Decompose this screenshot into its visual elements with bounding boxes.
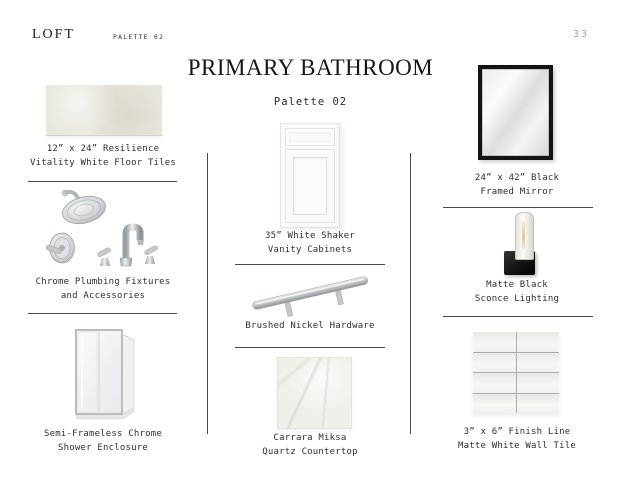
wall-tile-cell bbox=[473, 373, 516, 393]
cabinet-door-panel bbox=[293, 157, 327, 215]
wall-tile-cell bbox=[473, 353, 516, 373]
caption-line: Quartz Countertop bbox=[262, 446, 358, 457]
caption-line: 24” x 42” Black bbox=[474, 173, 560, 183]
countertop-caption bbox=[225, 432, 395, 459]
page-title: PRIMARY BATHROOM bbox=[187, 55, 434, 80]
plumbing-fixtures-image bbox=[45, 188, 165, 268]
caption-line: Sconce Lighting bbox=[474, 293, 560, 304]
cabinet-drawer-front bbox=[285, 128, 335, 146]
caption-line: Shower Enclosure bbox=[58, 442, 148, 453]
framed-mirror-image bbox=[478, 65, 553, 160]
caption-line: 35” White Shaker bbox=[265, 231, 355, 241]
page-number: 33 bbox=[573, 29, 590, 40]
mirror-bevel bbox=[482, 69, 549, 156]
caption-line: Carrara Miksa bbox=[273, 433, 347, 443]
divider-vertical-left bbox=[207, 153, 208, 434]
caption-line: Matte White Wall Tile bbox=[458, 440, 576, 451]
shower-enclosure-image bbox=[70, 328, 140, 423]
wall-tile-cell bbox=[473, 332, 516, 352]
wall-tile-caption bbox=[432, 426, 602, 453]
wall-tile-cell bbox=[473, 394, 516, 414]
divider-horizontal bbox=[28, 313, 177, 314]
caption-line: and Accessories bbox=[60, 290, 146, 301]
caption-line: Chrome Plumbing Fixtures bbox=[35, 277, 171, 287]
sconce-glass-tube bbox=[515, 212, 534, 260]
floor-tile-caption bbox=[20, 143, 186, 170]
caption-line: Matte Black bbox=[486, 280, 548, 290]
brand-logo: LOFT bbox=[32, 27, 75, 42]
sconce-filament bbox=[522, 221, 525, 249]
plumbing-caption bbox=[20, 276, 186, 303]
caption-line: Semi-Frameless Chrome bbox=[44, 429, 162, 439]
hardware-caption bbox=[225, 320, 395, 334]
vanity-caption bbox=[225, 230, 395, 257]
caption-line: 12” x 24” Resilience bbox=[46, 144, 160, 154]
sconce-caption bbox=[432, 279, 602, 306]
cabinet-pull-image bbox=[243, 266, 377, 324]
divider-vertical-right bbox=[410, 153, 411, 434]
caption-line: Vitality White Floor Tiles bbox=[29, 157, 177, 168]
caption-line: 3” x 6” Finish Line bbox=[463, 427, 571, 437]
mirror-caption bbox=[432, 172, 602, 199]
caption-line: Brushed Nickel Hardware bbox=[245, 321, 375, 331]
countertop-swatch bbox=[277, 357, 352, 429]
wall-tile-cell bbox=[517, 332, 560, 352]
page-subtitle: Palette 02 bbox=[273, 96, 348, 108]
divider-horizontal bbox=[443, 316, 593, 317]
floor-tile-image bbox=[46, 85, 162, 136]
shower-caption bbox=[20, 428, 186, 455]
wall-tile-swatch bbox=[473, 332, 559, 413]
vanity-cabinet-image bbox=[280, 123, 340, 228]
wall-tile-cell bbox=[517, 373, 560, 393]
caption-line: Framed Mirror bbox=[480, 186, 554, 197]
wall-tile-cell bbox=[517, 353, 560, 373]
divider-horizontal bbox=[235, 347, 385, 348]
palette-header-label: PALETTE 02 bbox=[113, 33, 165, 41]
caption-line: Vanity Cabinets bbox=[267, 244, 353, 255]
divider-horizontal bbox=[443, 207, 593, 208]
cabinet-door bbox=[285, 149, 335, 223]
divider-horizontal bbox=[28, 181, 177, 182]
divider-horizontal bbox=[235, 264, 385, 265]
wall-tile-cell bbox=[517, 394, 560, 414]
